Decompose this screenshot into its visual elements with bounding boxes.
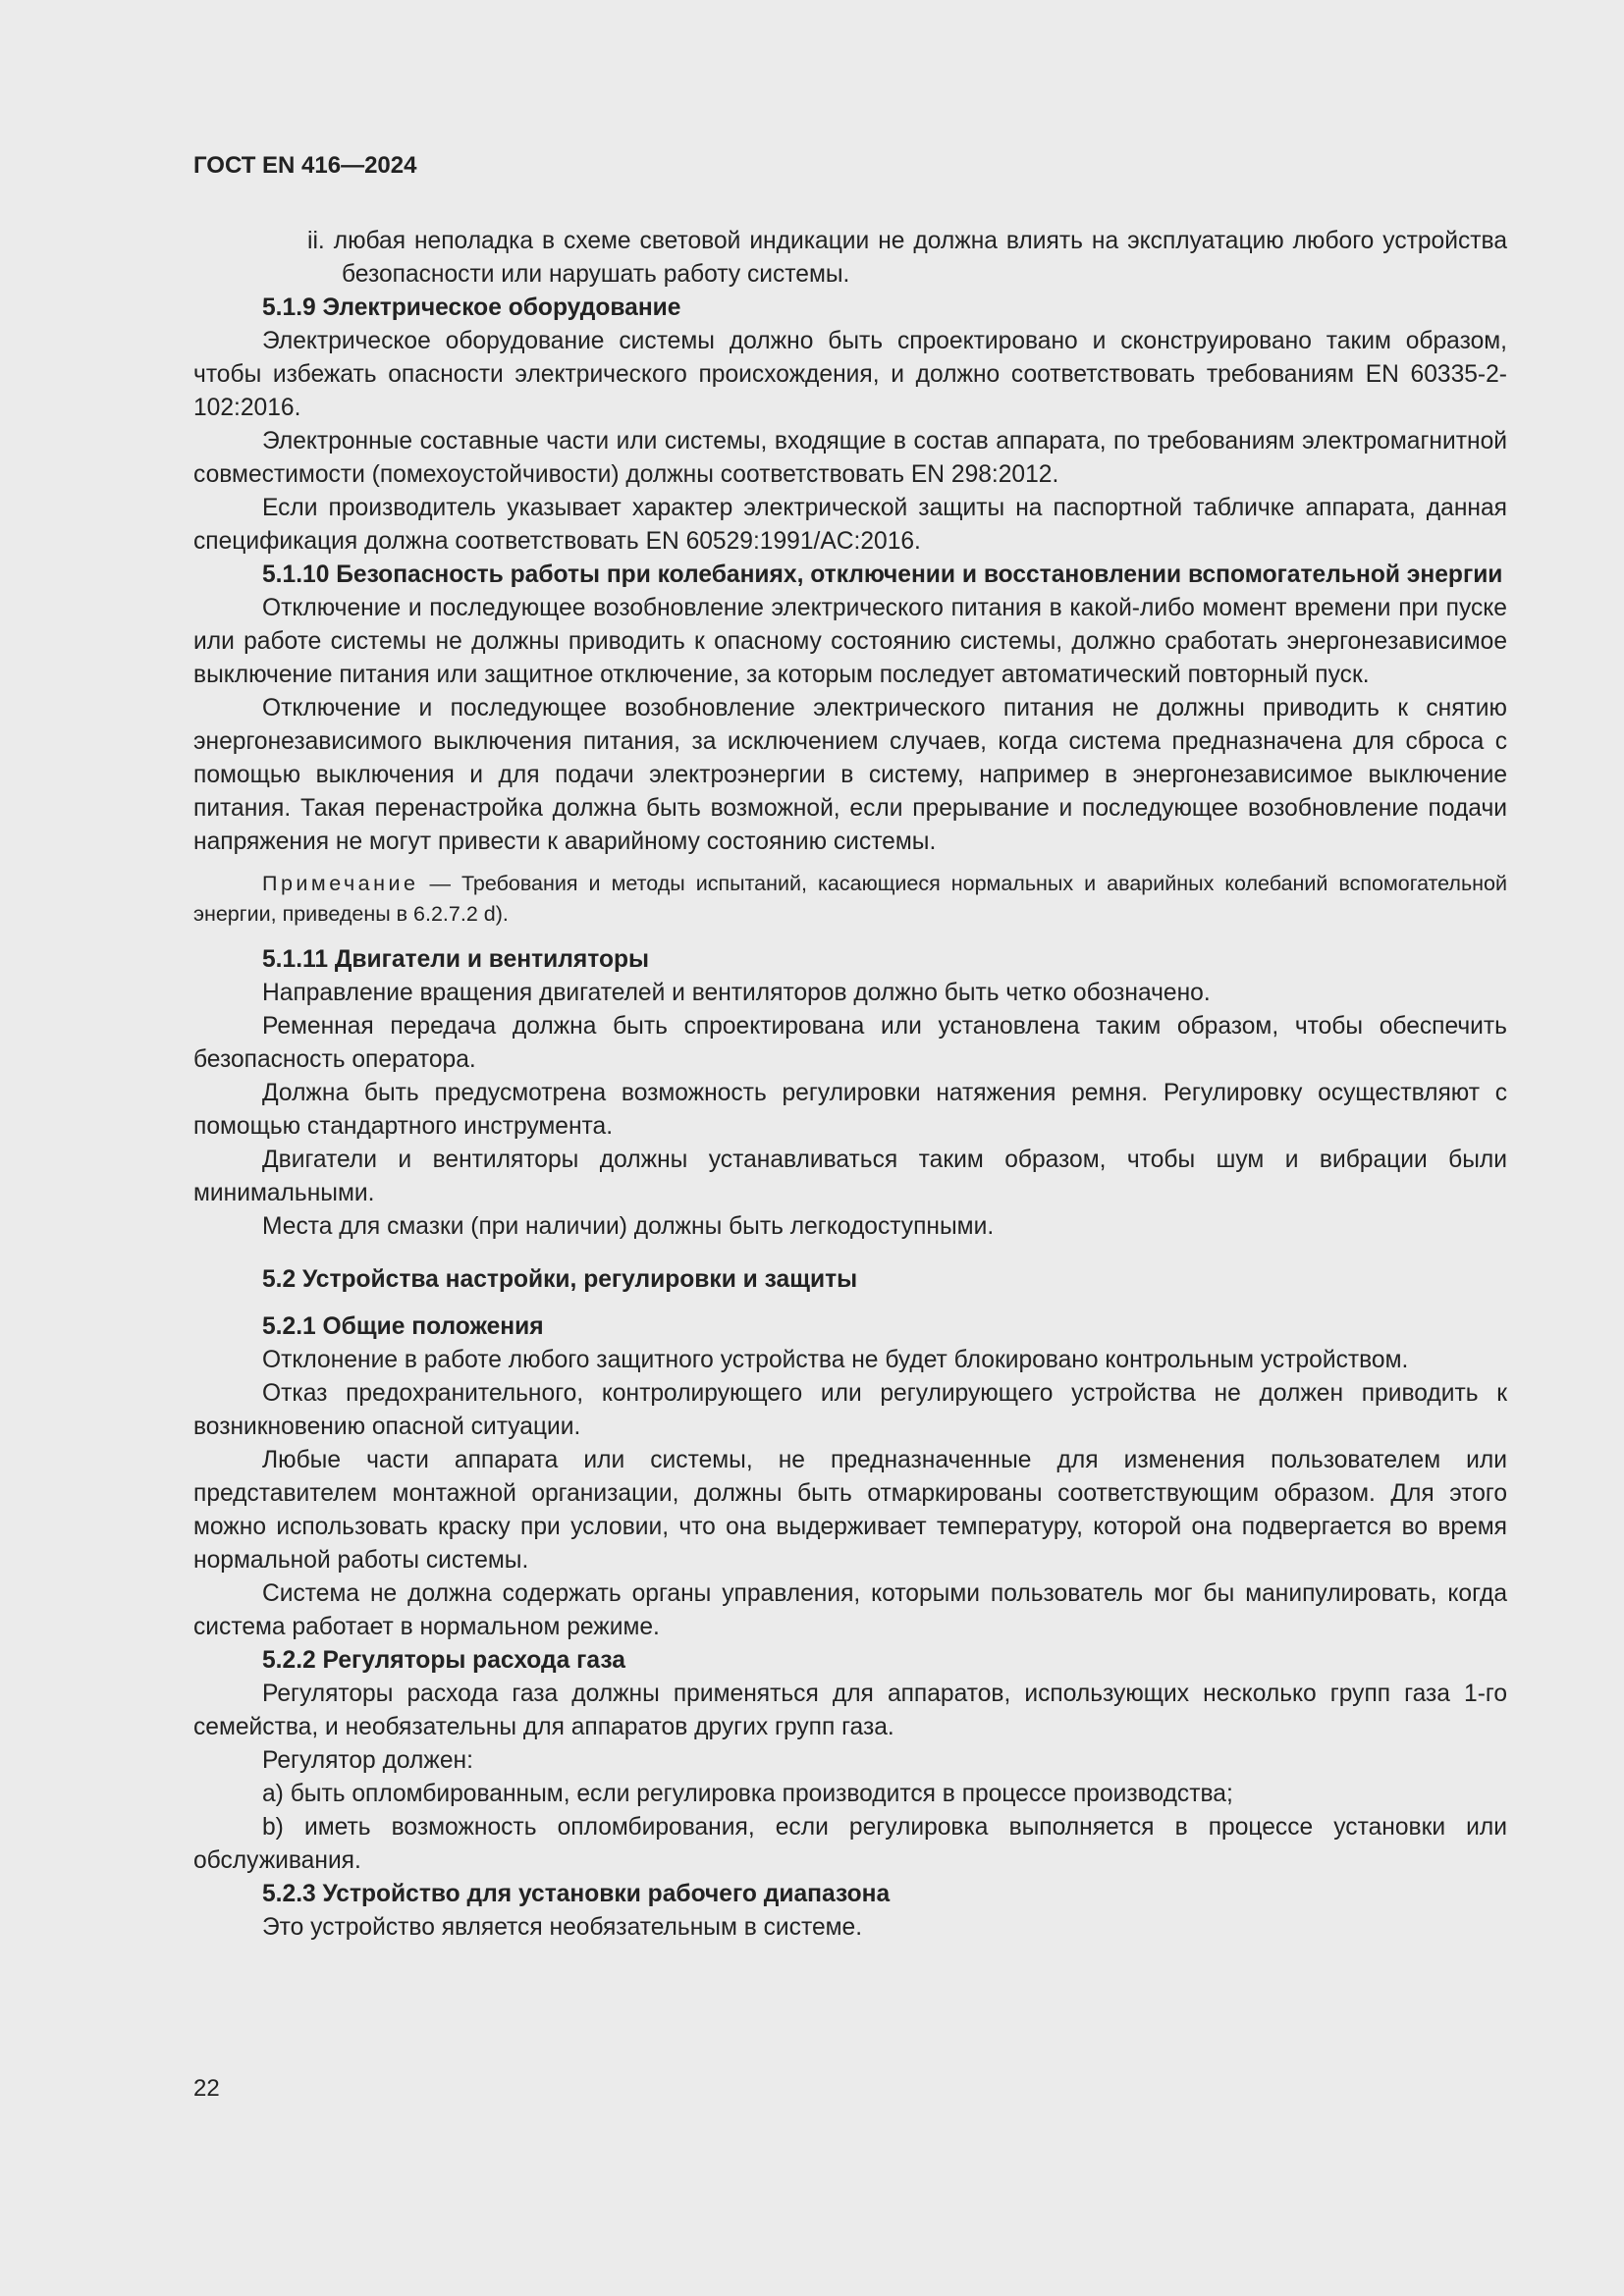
document-header: ГОСТ EN 416—2024 (193, 152, 417, 179)
paragraph: Отключение и последующее возобновление электрического питания в какой-либо момент времени при пуске или работе системы не должны приводить к опасному состоянию системы, должно сработать энергонезависимое выключение питания или защитное отключение, за которым последует автоматический повторный пуск. (193, 595, 1507, 688)
paragraph: Должна быть предусмотрена возможность регулировки натяжения ремня. Регулировку осуществляют с помощью стандартного инструмента. (193, 1080, 1507, 1140)
section-heading-5-1-9: 5.1.9 Электрическое оборудование (262, 294, 681, 321)
paragraph: Система не должна содержать органы управления, которыми пользователь мог бы манипулировать, когда система работает в нормальном режиме. (193, 1580, 1507, 1640)
paragraph: Это устройство является необязательным в системе. (262, 1914, 863, 1941)
paragraph: Направление вращения двигателей и вентиляторов должно быть четко обозначено. (262, 980, 1211, 1006)
paragraph: Регуляторы расхода газа должны применяться для аппаратов, использующих несколько групп газа 1-го семейства, и необязательны для аппаратов других групп газа. (193, 1681, 1507, 1740)
section-heading-5-1-11: 5.1.11 Двигатели и вентиляторы (262, 946, 650, 973)
paragraph: Если производитель указывает характер электрической защиты на паспортной табличке аппарата, данная спецификация должна соответствовать EN 60529:1991/AC:2016. (193, 495, 1507, 555)
section-heading-5-2-3: 5.2.3 Устройство для установки рабочего диапазона (262, 1881, 891, 1907)
paragraph: Электрическое оборудование системы должно быть спроектировано и сконструировано таким образом, чтобы избежать опасности электрического происхождения, и должно соответствовать требованиям EN 60335-2-102:2016. (193, 328, 1507, 421)
list-item-ii: ii. любая неполадка в схеме световой индикации не должна влиять на эксплуатацию любого устройства безопасности или нарушать работу системы. (307, 228, 1507, 288)
paragraph: Ременная передача должна быть спроектирована или установлена таким образом, чтобы обеспечить безопасность оператора. (193, 1013, 1507, 1073)
note-text: — Требования и методы испытаний, касающиеся нормальных и аварийных колебаний вспомогательной энергии, приведены в 6.2.7.2 d). (193, 872, 1507, 926)
note-label: Примечание (262, 872, 419, 895)
paragraph: Двигатели и вентиляторы должны устанавливаться таким образом, чтобы шум и вибрации были минимальными. (193, 1147, 1507, 1206)
paragraph: Места для смазки (при наличии) должны быть легкодоступными. (262, 1213, 995, 1240)
section-heading-5-2-1: 5.2.1 Общие положения (262, 1313, 544, 1340)
document-body (193, 225, 1507, 1945)
paragraph: Любые части аппарата или системы, не предназначенные для изменения пользователем или представителем монтажной организации, должны быть отмаркированы соответствующим образом. Для этого можно использовать краску при условии, что она выдерживает температуру, которой она подвергается во время нормальной работы системы. (193, 1447, 1507, 1574)
paragraph: Отказ предохранительного, контролирующего или регулирующего устройства не должен приводить к возникновению опасной ситуации. (193, 1380, 1507, 1440)
paragraph: Отключение и последующее возобновление электрического питания не должны приводить к снятию энергонезависимого выключения питания, за исключением случаев, когда система предназначена для сброса с помощью выключения и для подачи электроэнергии в систему, например в энергонезависимое выключение питания. Такая перенастройка должна быть возможной, если прерывание и последующее возобновление подачи напряжения не могут привести к аварийному состоянию системы. (193, 695, 1507, 855)
section-heading-5-1-10: 5.1.10 Безопасность работы при колебаниях, отключении и восстановлении вспомогательной энергии (262, 561, 1503, 588)
page-number: 22 (193, 2075, 220, 2102)
list-item-a: a) быть опломбированным, если регулировка производится в процессе производства; (262, 1781, 1233, 1807)
list-item-b: b) иметь возможность опломбирования, если регулировка выполняется в процессе установки или обслуживания. (193, 1814, 1507, 1874)
section-heading-5-2: 5.2 Устройства настройки, регулировки и защиты (262, 1266, 858, 1293)
section-heading-5-2-2: 5.2.2 Регуляторы расхода газа (262, 1647, 625, 1674)
paragraph: Регулятор должен: (262, 1747, 473, 1774)
paragraph: Электронные составные части или системы, входящие в состав аппарата, по требованиям электромагнитной совместимости (помехоустойчивости) должны соответствовать EN 298:2012. (193, 428, 1507, 488)
note (193, 869, 1507, 930)
paragraph: Отклонение в работе любого защитного устройства не будет блокировано контрольным устройством. (262, 1347, 1409, 1373)
